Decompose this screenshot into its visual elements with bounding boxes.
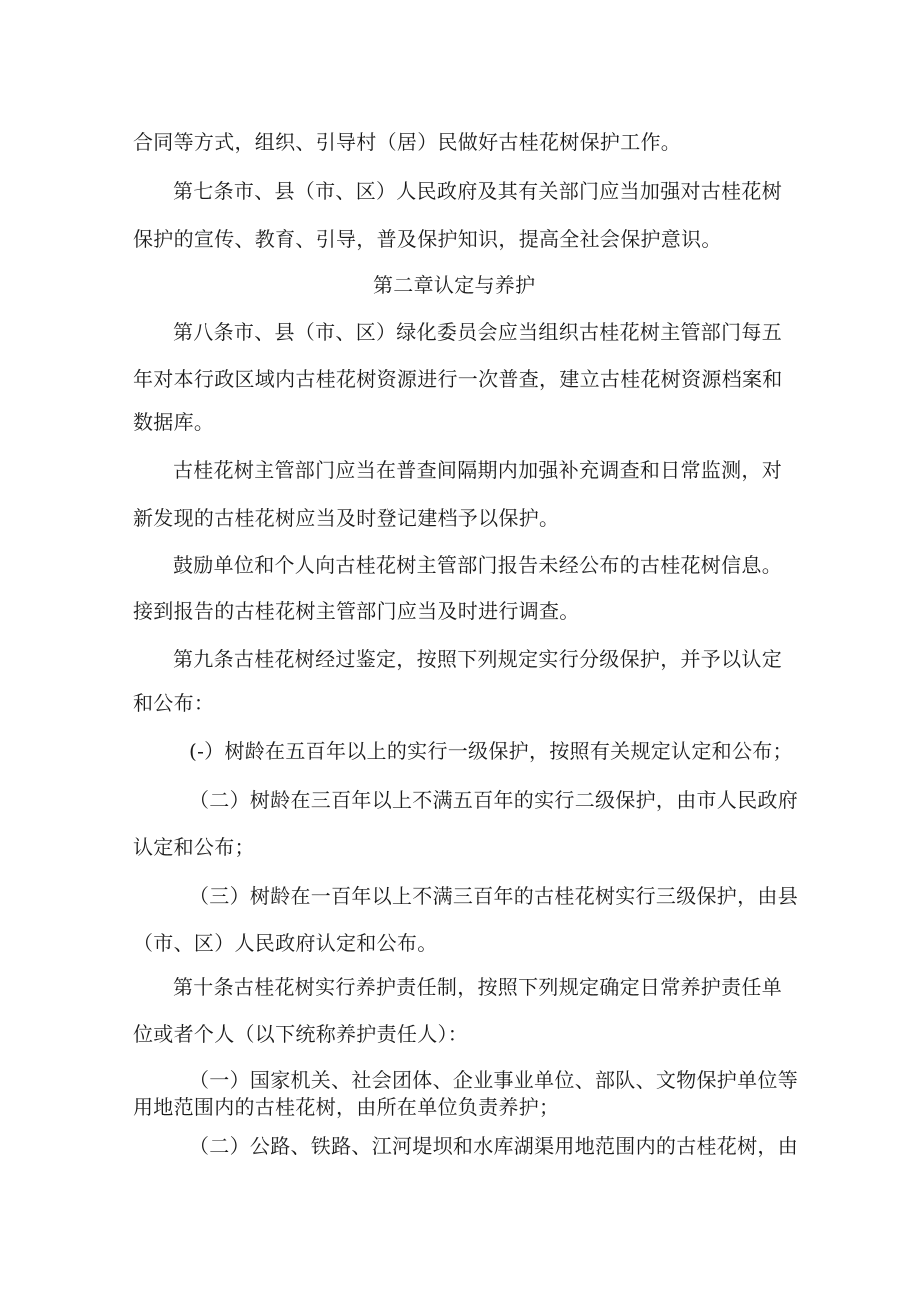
article-7-line-1: 第七条市、县（市、区）人民政府及其有关部门应当加强对古桂花树 xyxy=(173,179,782,203)
text-line: 新发现的古桂花树应当及时登记建档予以保护。 xyxy=(133,506,560,530)
text-line: 合同等方式，组织、引导村（居）民做好古桂花树保护工作。 xyxy=(133,130,682,154)
text-line: 用地范围内的古桂花树，由所在单位负责养护； xyxy=(133,1095,560,1119)
list-item-line: （二）公路、铁路、江河堤坝和水库湖渠用地范围内的古桂花树，由 xyxy=(189,1134,798,1158)
text-line: 认定和公布； xyxy=(133,835,255,859)
text-line: 位或者个人（以下统称养护责任人）： xyxy=(133,1022,469,1046)
article-9-line-1: 第九条古桂花树经过鉴定，按照下列规定实行分级保护，并予以认定 xyxy=(173,647,782,671)
article-10-line-1: 第十条古桂花树实行养护责任制，按照下列规定确定日常养护责任单 xyxy=(173,975,782,999)
paragraph-line: 古桂花树主管部门应当在普查间隔期内加强补充调查和日常监测，对 xyxy=(173,458,782,482)
article-8-line-1: 第八条市、县（市、区）绿化委员会应当组织古桂花树主管部门每五 xyxy=(173,320,782,344)
chapter-heading: 第二章认定与养护 xyxy=(373,273,536,297)
text-line: 接到报告的古桂花树主管部门应当及时进行调查。 xyxy=(133,599,580,623)
text-line: 年对本行政区域内古桂花树资源进行一次普查，建立古桂花树资源档案和 xyxy=(133,367,783,391)
list-item-line: （二）树龄在三百年以上不满五百年的实行二级保护，由市人民政府 xyxy=(189,788,798,812)
list-item-line: （三）树龄在一百年以上不满三百年的古桂花树实行三级保护，由县 xyxy=(189,884,798,908)
list-item-line: (-）树龄在五百年以上的实行一级保护，按照有关规定认定和公布； xyxy=(189,739,793,763)
paragraph-line: 鼓励单位和个人向古桂花树主管部门报告未经公布的古桂花树信息。 xyxy=(173,553,782,577)
text-line: （市、区）人民政府认定和公布。 xyxy=(133,931,438,955)
list-item-line: （一）国家机关、社会团体、企业事业单位、部队、文物保护单位等 xyxy=(189,1068,798,1092)
text-line: 数据库。 xyxy=(133,410,215,434)
text-line: 和公布： xyxy=(133,691,215,715)
text-line: 保护的宣传、教育、引导，普及保护知识，提高全社会保护意识。 xyxy=(133,227,722,251)
